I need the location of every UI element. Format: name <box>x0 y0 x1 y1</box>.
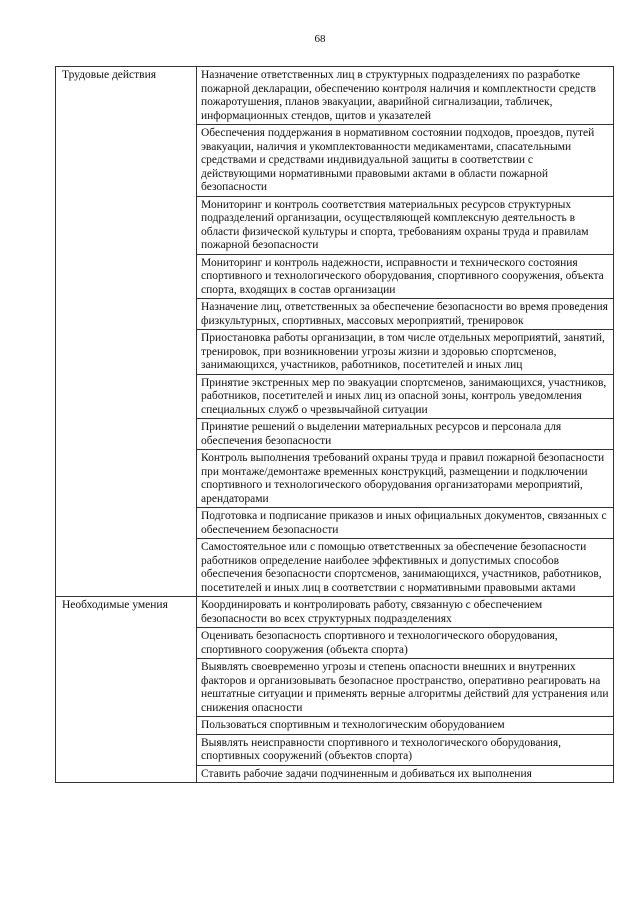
section-label: Трудовые действия <box>56 67 197 597</box>
item-cell: Пользоваться спортивным и технологическим оборудованием <box>197 717 614 735</box>
item-cell: Приостановка работы организации, в том числе отдельных мероприятий, занятий, тренировок, при возникновении угрозы жизни и здоровью спортсменов, занимающихся, участников, работников, посетителей и иных лиц <box>197 330 614 375</box>
qualification-table <box>55 66 614 783</box>
item-cell: Контроль выполнения требований охраны труда и правил пожарной безопасности при монтаже/демонтаже временных конструкций, размещении и подключении спортивного и технологического оборудования организаторами мероприятий, арендаторами <box>197 450 614 508</box>
item-cell: Обеспечения поддержания в нормативном состоянии подходов, проездов, путей эвакуации, наличия и укомплектованности медикаментами, спасательными средствами и средствами индивидуальной защиты в соответствии с действующими нормативными правовыми актами в области пожарной безопасности <box>197 125 614 197</box>
item-cell: Выявлять своевременно угрозы и степень опасности внешних и внутренних факторов и организовывать безопасное пространство, оперативно реагировать на нештатные ситуации и применять верные алгоритмы действий для устранения или снижения опасности <box>197 659 614 717</box>
item-cell: Подготовка и подписание приказов и иных официальных документов, связанных с обеспечением безопасности <box>197 508 614 539</box>
item-cell: Принятие решений о выделении материальных ресурсов и персонала для обеспечения безопасности <box>197 419 614 450</box>
item-cell: Самостоятельное или с помощью ответственных за обеспечение безопасности работников определение наиболее эффективных и допустимых способов обеспечения безопасности спортсменов, занимающихся, участников, работников, посетителей и иных лиц в соответствии с нормативными правовыми актами <box>197 539 614 597</box>
table-body <box>56 67 614 783</box>
item-cell: Мониторинг и контроль соответствия материальных ресурсов структурных подразделений организации, осуществляющей комплексную деятельность в области физической культуры и спорта, требованиям охраны труда и правилам пожарной безопасности <box>197 196 614 254</box>
table-row <box>56 67 614 125</box>
item-cell: Ставить рабочие задачи подчиненным и добиваться их выполнения <box>197 765 614 783</box>
section-label: Необходимые умения <box>56 597 197 783</box>
item-cell: Оценивать безопасность спортивного и технологического оборудования, спортивного сооружения (объекта спорта) <box>197 628 614 659</box>
item-cell: Мониторинг и контроль надежности, исправности и технического состояния спортивного и технологического оборудования, спортивного сооружения, объекта спорта, входящих в состав организации <box>197 254 614 299</box>
item-cell: Координировать и контролировать работу, связанную с обеспечением безопасности во всех структурных подразделениях <box>197 597 614 628</box>
table-row <box>56 597 614 628</box>
page-number: 68 <box>314 33 326 45</box>
item-cell: Назначение ответственных лиц в структурных подразделениях по разработке пожарной декларации, обеспечению контроля наличия и комплектности средств пожаротушения, планов эвакуации, аварийной сигнализации, табличек, информационных стендов, щитов и указателей <box>197 67 614 125</box>
item-cell: Назначение лиц, ответственных за обеспечение безопасности во время проведения физкультурных, спортивных, массовых мероприятий, тренировок <box>197 299 614 330</box>
item-cell: Принятие экстренных мер по эвакуации спортсменов, занимающихся, участников, работников, посетителей и иных лиц из опасной зоны, контроль уведомления специальных служб о чрезвычайной ситуации <box>197 374 614 419</box>
item-cell: Выявлять неисправности спортивного и технологического оборудования, спортивных сооружений (объектов спорта) <box>197 734 614 765</box>
